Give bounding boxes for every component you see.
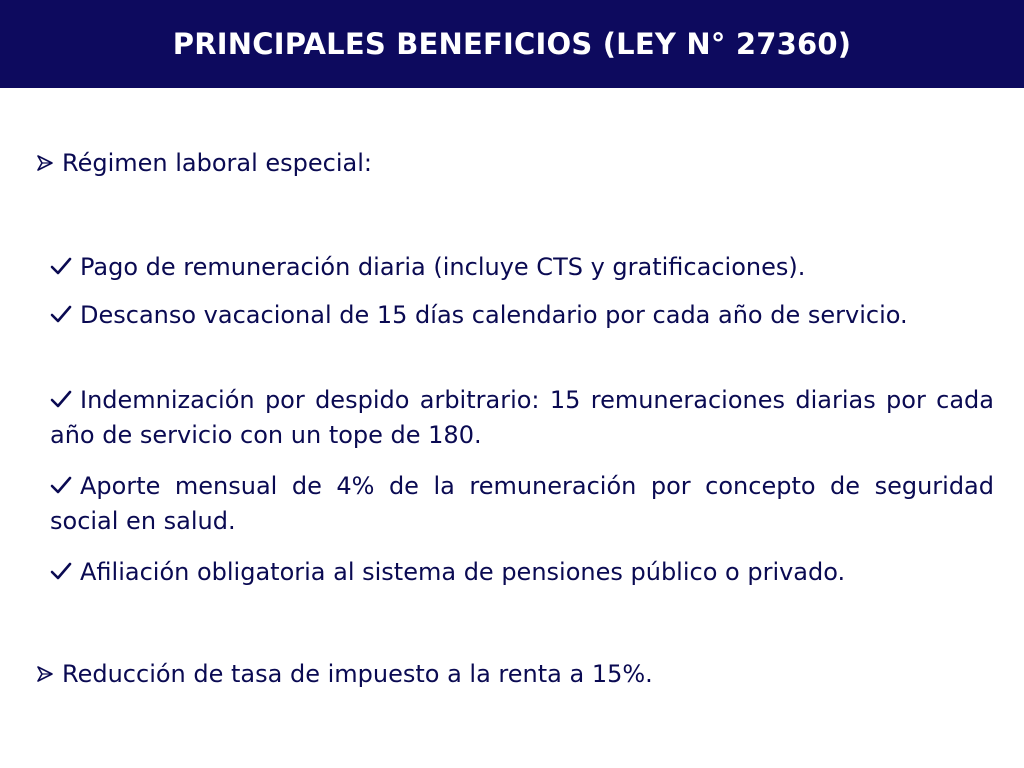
checkmark-icon bbox=[50, 556, 72, 576]
section-reduccion bbox=[34, 657, 653, 691]
section-reduccion-label: Reducción de tasa de impuesto a la renta a 15%. bbox=[62, 660, 653, 688]
list-item-text: Aporte mensual de 4% de la remuneración por concepto de seguridad social en salud. bbox=[50, 472, 994, 535]
list-item-text: Pago de remuneración diaria (incluye CTS y gratificaciones). bbox=[80, 253, 806, 281]
list-item-text: Descanso vacacional de 15 días calendario por cada año de servicio. bbox=[80, 301, 908, 329]
list-item bbox=[50, 555, 994, 590]
list-item-text: Afiliación obligatoria al sistema de pensiones público o privado. bbox=[80, 558, 846, 586]
section-regimen-label: Régimen laboral especial: bbox=[62, 149, 373, 177]
section-regimen bbox=[34, 146, 372, 180]
checkmark-icon bbox=[50, 384, 72, 404]
list-item bbox=[50, 250, 994, 285]
checkmark-icon bbox=[50, 251, 72, 271]
page-title: PRINCIPALES BENEFICIOS (LEY N° 27360) bbox=[172, 27, 852, 61]
checkmark-icon bbox=[50, 470, 72, 490]
list-item-text: Indemnización por despido arbitrario: 15 remuneraciones diarias por cada año de servicio con un tope de 180. bbox=[50, 386, 994, 449]
arrow-bullet-icon bbox=[34, 663, 56, 685]
list-item bbox=[50, 298, 994, 333]
list-item bbox=[50, 383, 994, 453]
title-bar bbox=[0, 0, 1024, 88]
checkmark-icon bbox=[50, 299, 72, 319]
list-item bbox=[50, 469, 994, 539]
arrow-bullet-icon bbox=[34, 152, 56, 174]
